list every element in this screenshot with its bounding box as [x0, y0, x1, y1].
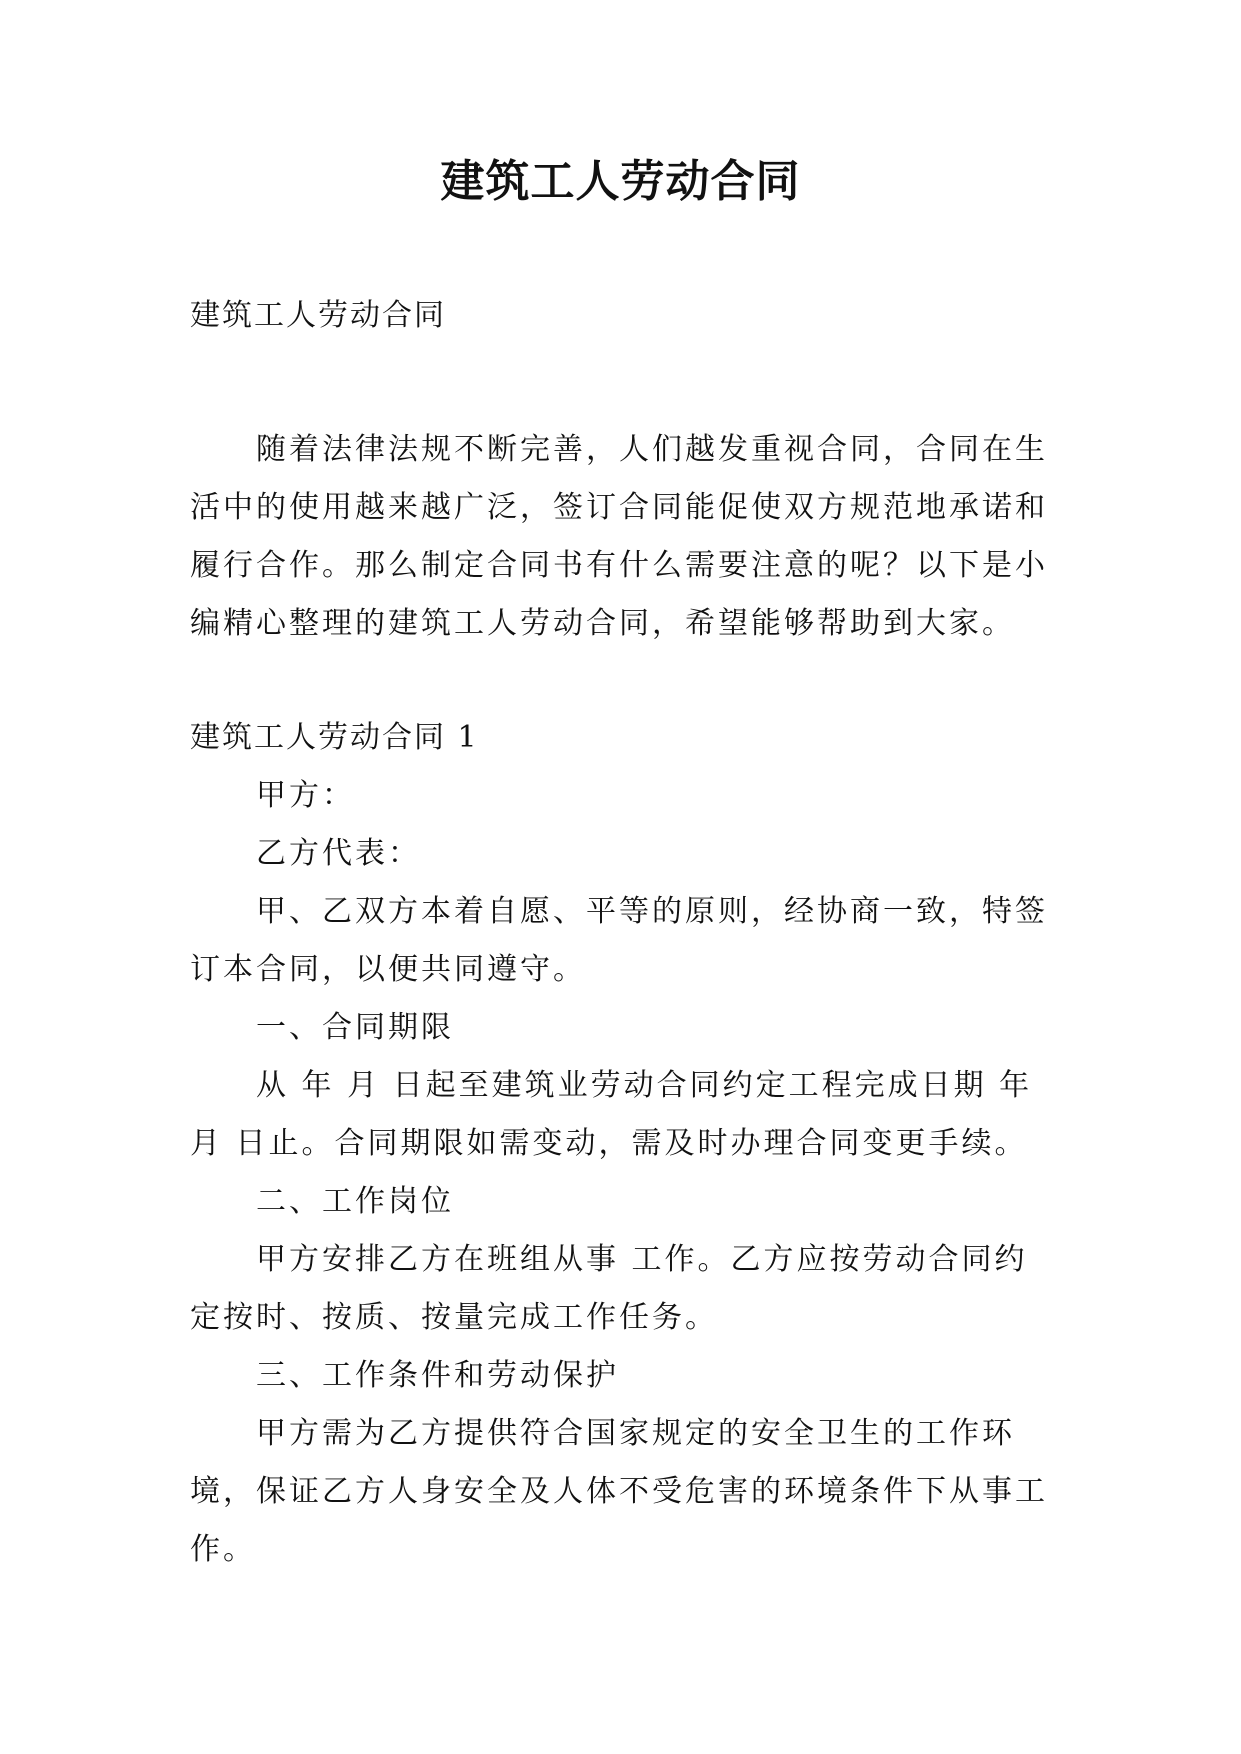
party-b-line: 乙方代表：: [256, 836, 421, 871]
spacer: [190, 345, 1060, 421]
document-body: [190, 287, 1060, 1579]
document-title: 建筑工人劳动合同: [440, 156, 801, 207]
clause-2-heading: 二、工作岗位: [256, 1184, 454, 1219]
section-heading: 建筑工人劳动合同 1: [190, 720, 479, 755]
clause-1-text: 从 年 月 日起至建筑业劳动合同约定工程完成日期 年月 日止。合同期限如需变动，需及时办理合同变更手续。: [190, 1068, 1033, 1161]
preamble-paragraph: 甲、乙双方本着自愿、平等的原则，经协商一致，特签订本合同，以便共同遵守。: [190, 894, 1048, 987]
clause-3-text: 甲方需为乙方提供符合国家规定的安全卫生的工作环境，保证乙方人身安全及人体不受危害的环境条件下从事工作。: [190, 1416, 1048, 1567]
intro-paragraph: 随着法律法规不断完善，人们越发重视合同，合同在生活中的使用越来越广泛，签订合同能促使双方规范地承诺和履行合作。那么制定合同书有什么需要注意的呢？以下是小编精心整理的建筑工人劳动合同，希望能够帮助到大家。: [190, 432, 1048, 641]
clause-2-text: 甲方安排乙方在班组从事 工作。乙方应按劳动合同约定按时、按质、按量完成工作任务。: [190, 1242, 1028, 1335]
clause-3-heading: 三、工作条件和劳动保护: [256, 1358, 619, 1393]
document-subtitle: 建筑工人劳动合同: [190, 298, 446, 333]
party-a-line: 甲方：: [256, 778, 355, 813]
clause-1-heading: 一、合同期限: [256, 1010, 454, 1045]
spacer: [190, 653, 1060, 709]
